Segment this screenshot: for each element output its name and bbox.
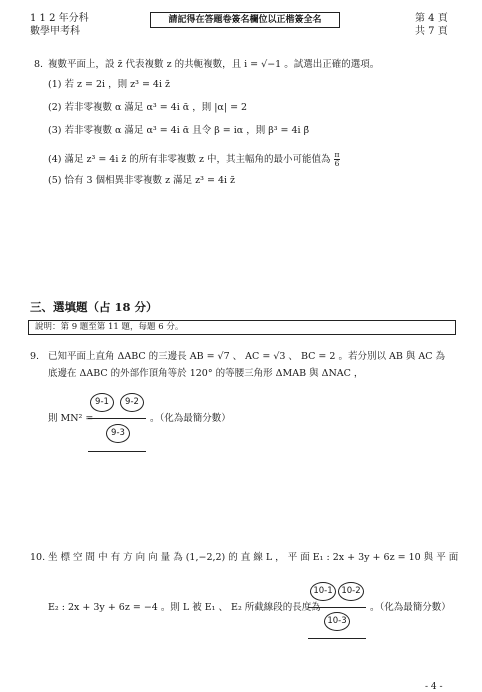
answer-bubble-10-3[interactable]: 10-3 [324,612,350,631]
option-3: (3) 若非零複數 α 滿足 α³ = 4i ᾱ 且令 β = iα ，則 β³ = 4i β̄ [48,125,310,136]
question-text-line2: 底邊在 ΔABC 的外部作頂角等於 120° 的等腰三角形 ΔMAB 與 ΔNAC ， [48,368,364,379]
section-instruction: 說明：第 9 題至第 11 題，每題 6 分。 [28,320,456,335]
exam-year-subject: 1 1 2 年分科 [30,13,89,24]
answer-bubble-9-2[interactable]: 9-2 [120,393,144,412]
answer-instruction: 。（化為最簡分數） [370,602,451,613]
fraction-bar [88,418,146,419]
page-total: 共 7 頁 [415,26,448,37]
answer-bubble-10-1[interactable]: 10-1 [310,582,336,601]
fraction-bar [308,607,366,608]
page-number: - 4 - [425,682,443,692]
question-number: 10. [30,552,46,563]
answer-underline [308,638,366,639]
answer-underline [88,451,146,452]
option-1: (1) 若 z = 2i ，則 z³ = 4i z̄ [48,79,171,90]
exam-subject: 數學甲考科 [30,26,80,37]
answer-prompt: 則 MN² = [48,413,94,424]
fraction-denominator: 6 [334,159,340,168]
option-4 [48,151,340,168]
answer-bubble-9-1[interactable]: 9-1 [90,393,114,412]
answer-bubble-9-3[interactable]: 9-3 [106,424,130,443]
section-title: 三、選填題（占 18 分） [30,300,158,314]
question-text-line1: 坐 標 空 間 中 有 方 向 向 量 為 (1,−2,2) 的 直 線 L ， 平 面 E₁ : 2x + 3y + 6z = 10 與 平 面 [48,552,459,563]
fraction-numerator: π [334,150,340,159]
option-5: (5) 恰有 3 個相異非零複數 z 滿足 z³ = 4i z̄ [48,175,236,186]
question-number: 9. [30,351,40,362]
option-4-text: (4) 滿足 z³ = 4i z̄ 的所有非零複數 z 中，其主幅角的最小可能值為 [48,154,331,165]
question-text-line2: E₂ : 2x + 3y + 6z = −4 。則 L 被 E₁ 、 E₂ 所截線段的長度為 [48,602,321,613]
pi-over-six-fraction [334,151,341,168]
answer-instruction: 。（化為最簡分數） [150,413,231,424]
page-current: 第 4 頁 [415,13,448,24]
question-number: 8. [34,59,44,70]
question-stem: 複數平面上，設 z̄ 代表複數 z 的共軛複數，且 i = √−1 。試選出正確的選項。 [48,59,380,70]
option-2: (2) 若非零複數 α 滿足 α³ = 4i ᾱ ，則 |α| = 2 [48,102,248,113]
signature-notice: 請記得在答題卷簽名欄位以正楷簽全名 [150,12,340,28]
answer-bubble-10-2[interactable]: 10-2 [338,582,364,601]
question-text-line1: 已知平面上直角 ΔABC 的三邊長 AB = √7 、 AC = √3 、 BC = 2 。若分別以 AB 與 AC 為 [48,351,445,362]
